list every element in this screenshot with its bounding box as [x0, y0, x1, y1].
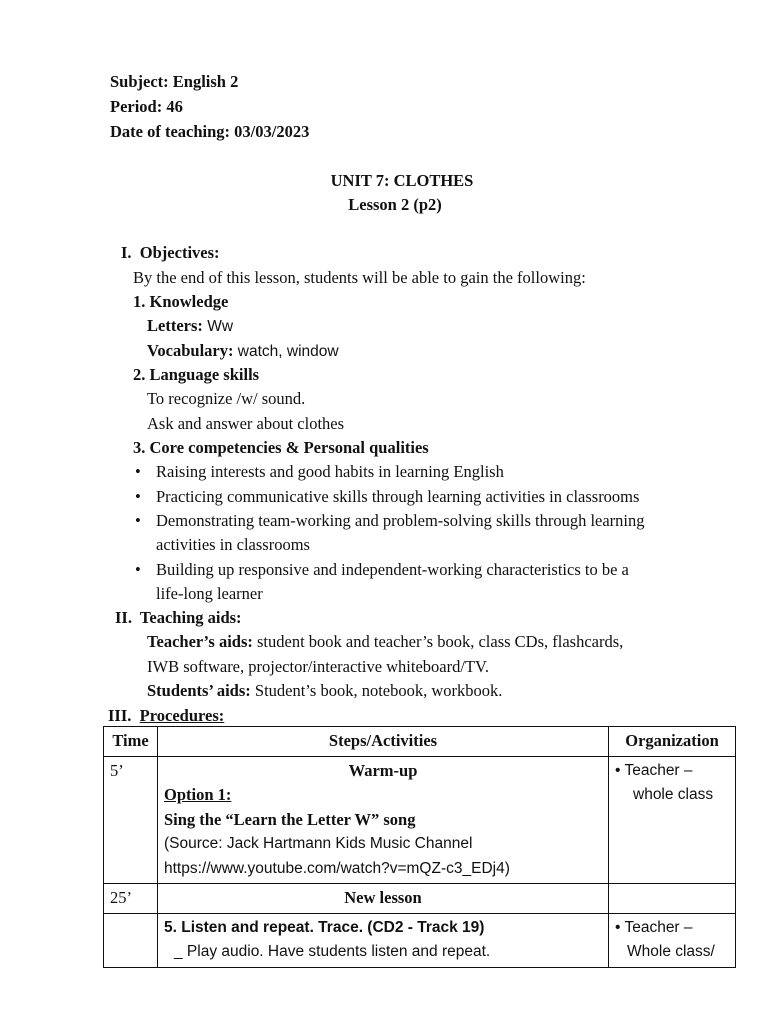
letters-label: Letters:	[147, 316, 203, 335]
core-item-4-cont: life-long learner	[156, 584, 263, 603]
vocabulary-value: watch, window	[233, 343, 339, 360]
letters-value: Ww	[202, 318, 234, 335]
organization-cell	[609, 756, 736, 884]
column-header-organization: Organization	[609, 727, 736, 757]
student-aids-line	[147, 681, 502, 701]
source-url: https://www.youtube.com/watch?v=mQZ-c3_EDj4)	[164, 859, 510, 877]
unit-title: UNIT 7: CLOTHES	[330, 171, 474, 190]
procedures-heading	[108, 706, 224, 726]
language-skill-2: Ask and answer about clothes	[147, 414, 345, 433]
table-row	[104, 884, 736, 914]
vocabulary-line	[147, 341, 339, 362]
organization-cell	[609, 913, 736, 967]
letters-line	[147, 316, 233, 337]
time-cell: 5’	[104, 756, 158, 884]
table-header-row	[104, 727, 736, 757]
teaching-aids-number: II.	[115, 608, 132, 627]
bullet-icon: •	[135, 462, 141, 481]
objectives-label: Objectives:	[139, 243, 220, 262]
activity-step: _ Play audio. Have students listen and repeat.	[174, 943, 491, 960]
teacher-aids-value: student book and teacher’s book, class CDs, flashcards,	[252, 632, 624, 651]
time-cell: 25’	[104, 884, 158, 914]
column-header-steps: Steps/Activities	[158, 727, 609, 757]
teacher-aids-label: Teacher’s aids:	[147, 632, 253, 651]
core-item-1: Raising interests and good habits in learning English	[156, 462, 504, 481]
source-text: (Source: Jack Hartmann Kids Music Channel	[164, 835, 473, 852]
table-row	[104, 756, 736, 884]
subject-line: Subject: English 2	[110, 72, 239, 91]
period-line: Period: 46	[110, 97, 183, 116]
date-line: Date of teaching: 03/03/2023	[110, 122, 310, 141]
teaching-aids-label: Teaching aids:	[139, 608, 242, 627]
section-title: Warm-up	[348, 760, 418, 780]
section-title: New lesson	[344, 888, 422, 907]
objectives-intro: By the end of this lesson, students will be able to gain the following:	[133, 268, 586, 287]
organization-text-cont: Whole class/	[627, 943, 715, 960]
option-label: Option 1:	[164, 785, 232, 804]
time-cell	[104, 913, 158, 967]
core-item-2: Practicing communicative skills through learning activities in classrooms	[156, 487, 640, 506]
vocabulary-label: Vocabulary:	[147, 341, 234, 360]
knowledge-heading: 1. Knowledge	[133, 292, 229, 311]
organization-text: • Teacher –	[615, 918, 693, 936]
core-item-4: Building up responsive and independent-working characteristics to be a	[156, 560, 629, 579]
procedures-number: III.	[108, 706, 132, 725]
language-skills-heading: 2. Language skills	[133, 365, 260, 384]
objectives-number: I.	[121, 243, 132, 262]
table-row	[104, 913, 736, 967]
teaching-aids-heading	[115, 608, 242, 628]
activity-title: 5. Listen and repeat. Trace. (CD2 - Track 19)	[164, 918, 485, 936]
language-skill-1: To recognize /w/ sound.	[147, 389, 306, 408]
core-competencies-heading: 3. Core competencies & Personal qualities	[133, 438, 429, 457]
bullet-icon: •	[135, 560, 141, 579]
lesson-title: Lesson 2 (p2)	[348, 195, 442, 214]
bullet-icon: •	[135, 487, 141, 506]
organization-cell	[609, 884, 736, 914]
organization-text: • Teacher –	[615, 761, 693, 779]
core-item-3: Demonstrating team-working and problem-solving skills through learning	[156, 511, 645, 530]
column-header-time: Time	[104, 727, 158, 757]
core-item-3-cont: activities in classrooms	[156, 535, 310, 554]
student-aids-value: Student’s book, notebook, workbook.	[250, 681, 503, 700]
teacher-aids-line-2: IWB software, projector/interactive whiteboard/TV.	[147, 657, 489, 676]
activity-cell	[158, 756, 609, 884]
objectives-heading	[121, 243, 220, 263]
activity-title: Sing the “Learn the Letter W” song	[164, 809, 416, 829]
procedures-label: Procedures:	[139, 706, 225, 725]
student-aids-label: Students’ aids:	[147, 681, 251, 700]
procedures-table	[103, 726, 736, 968]
organization-text-cont: whole class	[633, 786, 714, 803]
activity-cell	[158, 884, 609, 914]
activity-cell	[158, 913, 609, 967]
teacher-aids-line	[147, 632, 623, 652]
bullet-icon: •	[135, 511, 141, 530]
